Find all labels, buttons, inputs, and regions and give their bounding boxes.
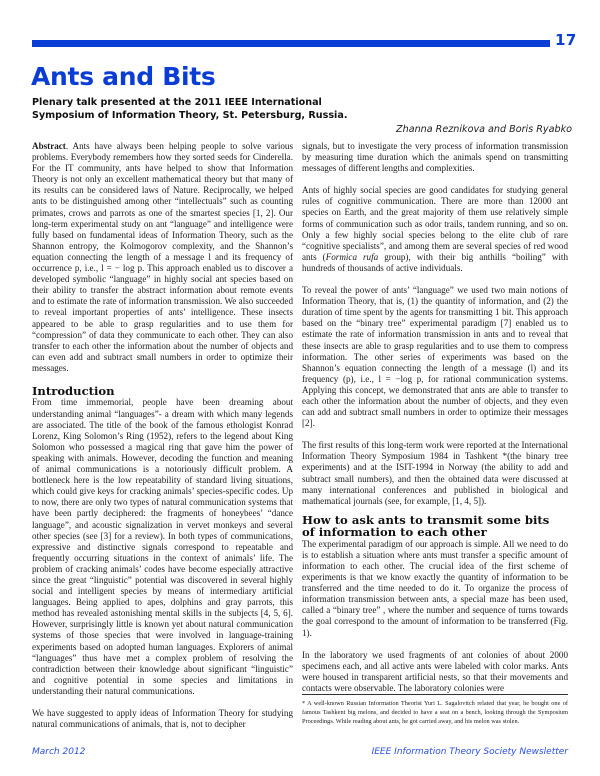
header-rule	[32, 40, 550, 47]
abstract-paragraph	[32, 141, 293, 374]
article-title: Ants and Bits	[31, 62, 216, 91]
suggestion-paragraph: We have suggested to apply ideas of Information Theory for studying natural communications of animals, that is, not to decipher	[32, 708, 293, 730]
language-power-paragraph: To reveal the power of ants’ “language” we used two main notions of Information Theory, that is, (1) the quantity of information, and (2) the duration of time spent by the agents for transmitting 1 bit. This approach based on the “binary tree” experimental paradigm [7] enabled us to estimate the rate of information transmission in ants and to reveal that these insects are able to grasp regularities and to use them to compress information. The other series of experiments was based on the Shannon’s equation connecting the length of a message (l) and its frequency (p), i.e., l = −log p, for rational communication systems. Applying this concept, we demonstrated that ants are able to transfer to each other the information about the number of objects, and they even can add and subtract small numbers in order to optimize their messages [2].	[302, 285, 568, 429]
section-heading	[302, 514, 568, 539]
first-results-paragraph: The first results of this long-term work were reported at the International Information Theory Symposium 1984 in Tashkent *(the binary tree experiments) and at the ISIT-1994 in Norway (the ability to add and subtract small numbers), and then the obtained data were discussed at many international conferences and published in biological and mathematical journals (see, for example, [1, 4, 5]).	[302, 440, 568, 506]
footnote: * A well-known Russian Information Theorist Yuri L. Sagalovitch related that year, he bought one of famous Tashkent big melons, and decided to have a seat on a bench, looking through the Symposium Proceedings. While reading about ants, he got carried away, and his melon was stolen.	[302, 694, 568, 726]
footer-date: March 2012	[32, 747, 86, 757]
page-number: 17	[555, 31, 577, 49]
social-text-a: Ants of highly social species are good candidates for studying general rules of cognitive communication. There are more than 12000 ant species on Earth, and the great majority of them use relatively simple forms of communication such as odor trails, tandem running, and so on. Only a few highly social species belong to the elite club of rare “cognitive specialists”, and among them are several species of red wood ants (	[302, 185, 568, 262]
footer-publication: IEEE Information Theory Society Newsletter	[371, 747, 568, 757]
abstract-text: . Ants have always been helping people to solve various problems. Everybody remembers how they sorted seeds for Cinderella. For the IT community, ants have helped to show that Information Theory is not only an excellent mathematical theory but that many of its results can be considered laws of Nature. Reciprocally, we helped ants to be distinguished among other “intellectuals” such as counting primates, crows and parrots as one of the smartest species [1, 2]. Our long-term experimental study on ant “language” and intelligence were fully based on fundamental ideas of Information Theory, such as the Shannon entropy, the Kolmogorov complexity, and the Shannon’s equation connecting the length of a message l and its frequency of occurrence p, i.e., l = − log p. This approach enabled us to discover a developed symbolic “language” in highly social ant species based on their ability to transfer the abstract information about remote events and to estimate the rate of information transmission. We also succeeded to reveal important properties of ants’ intelligence. These insects appeared to be able to grasp regularities and to use them for “compression” of data they communicate to each other. They can also transfer to each other the information about the number of objects and can even add and subtract small numbers in order to optimize their messages.	[32, 141, 293, 373]
left-column	[32, 141, 293, 730]
introduction-paragraph: From time immemorial, people have been dreaming about understanding animal “languages”- a dream with which many legends are associated. The title of the book of the famous ethologist Konrad Lorenz, King Solomon’s Ring (1952), refers to the legend about King Solomon who possessed a magical ring that gave him the power of speaking with animals. However, decoding the function and meaning of animal communications is a notoriously difficult problem. A bottleneck here is the low repeatability of standard living situations, which could give keys for cracking animals’ species-specific codes. Up to now, there are only two types of natural communication systems that have been partly deciphered: the fragments of honeybees’ “dance language”, and acoustic signalization in vervet monkeys and several other species (see [3] for a review). In both types of communications, expressive and distinctive signals correspond to repeatable and frequently occurring situations in the context of animals’ life. The problem of cracking animals’ codes have become especially attractive since the great “linguistic” potential was discovered in several highly social and intelligent species by means of intermediary artificial languages. Being applied to apes, dolphins and gray parrots, this method has revealed astonishing mental skills in the subjects [4, 5, 6]. However, surprisingly little is known yet about natural communication systems of those species that were involved in language-training experiments based on adopted human languages. Explorers of animal “languages” thus have met a complex problem of resolving the contradiction between their knowledge about significant “linguistic” and cognitive potential in some species and limitations in understanding their natural communications.	[32, 397, 293, 696]
species-name: Formica rufa	[325, 251, 379, 262]
article-authors: Zhanna Reznikova and Boris Ryabko	[396, 124, 572, 135]
continuation-paragraph: signals, but to investigate the very process of information transmission by measuring time duration which the animals spend on transmitting messages of different lengths and complexities.	[302, 141, 568, 174]
right-column	[302, 141, 568, 694]
section-heading-line-2: of information to each other	[302, 525, 487, 540]
subtitle-line-1: Plenary talk presented at the 2011 IEEE International	[32, 97, 322, 108]
section-heading-line-1: How to ask ants to transmit some bits	[302, 512, 550, 527]
subtitle-line-2: Symposium of Information Theory, St. Petersburg, Russia.	[32, 110, 348, 121]
abstract-label: Abstract	[32, 141, 66, 151]
paradigm-paragraph: The experimental paradigm of our approach is simple. All we need to do is to establish a situation where ants must transfer a specific amount of information to each other. The crucial idea of the first scheme of experiments is that we know exactly the quantity of information to be transferred and the time needed to do it. To organize the process of information transmission between ants, a special maze has been used, called a “binary tree” , where the number and sequence of turns towards the goal correspond to the amount of information to be transferred (Fig. 1).	[302, 538, 568, 638]
social-species-paragraph	[302, 185, 568, 274]
introduction-heading: Introduction	[32, 383, 115, 398]
social-text-b: group), with their big anthills “boiling” with hundreds of thousands of active individuals.	[302, 251, 568, 273]
laboratory-paragraph: In the laboratory we used fragments of ant colonies of about 2000 specimens each, and all active ants were labeled with color marks. Ants were housed in transparent artificial nests, so that their movements and contacts were observable. The laboratory colonies were	[302, 649, 568, 693]
article-subtitle	[32, 96, 352, 122]
